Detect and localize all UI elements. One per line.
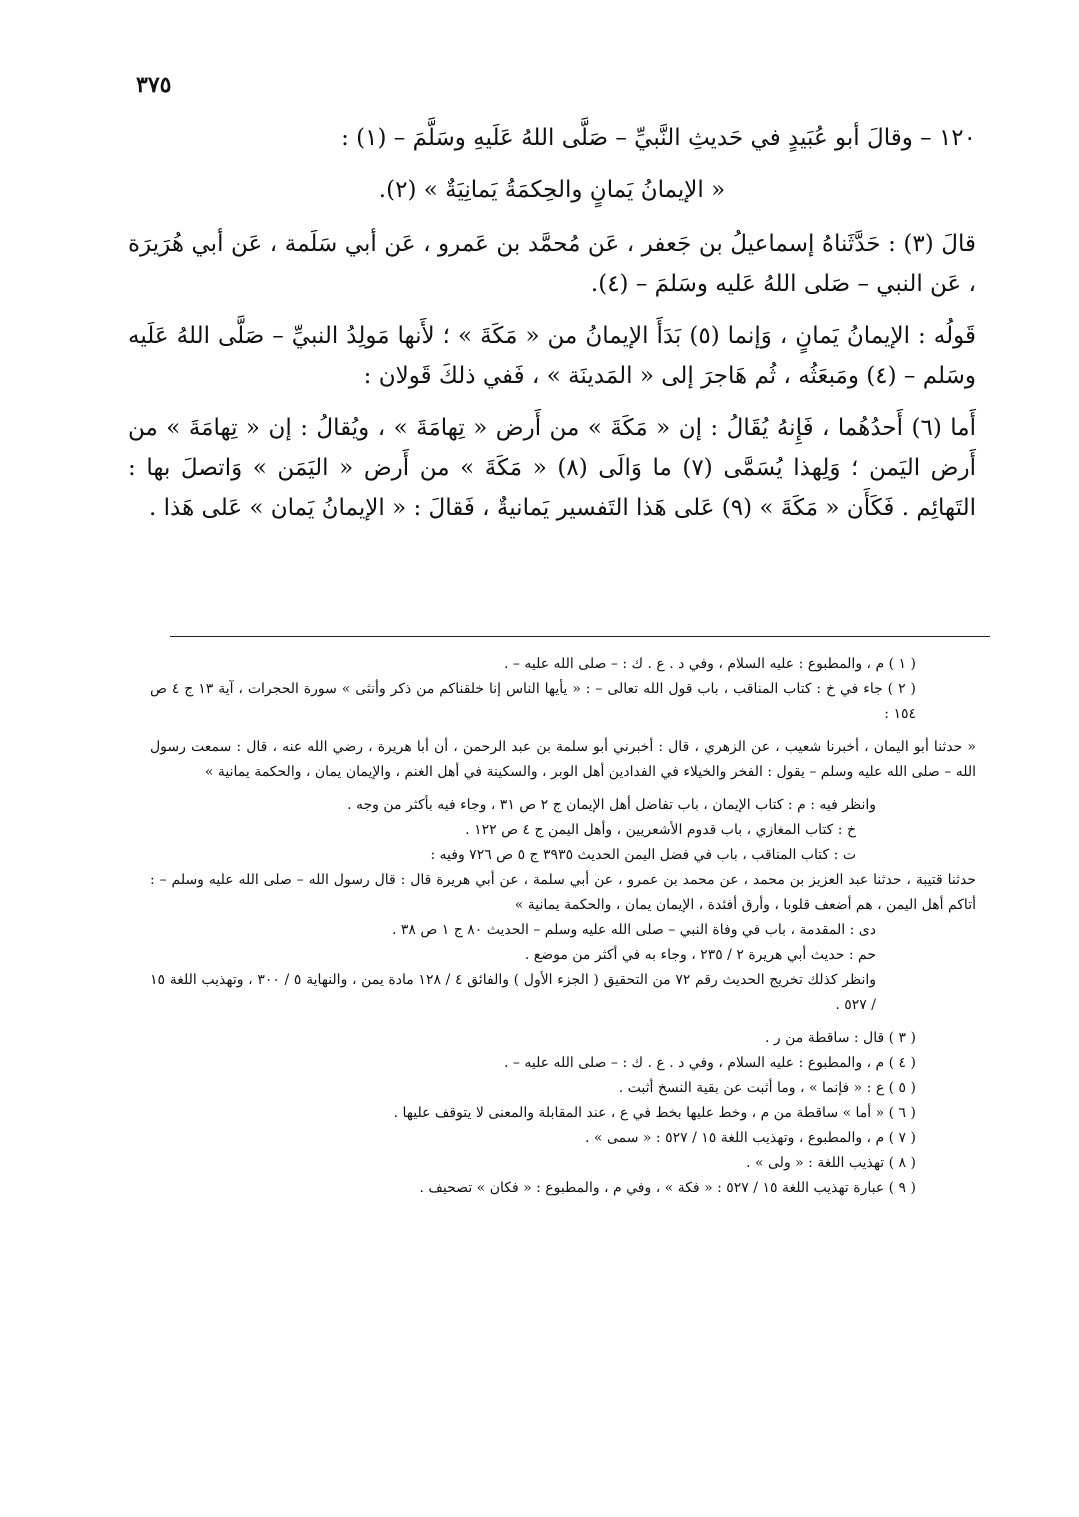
page-number: ٣٧٥	[136, 72, 172, 98]
commentary-paragraph-1: قَولُه : الإيمانُ يَمانٍ ، وَإنما (٥) بَدَأَ الإيمانُ من « مَكَةَ » ؛ لأَنها مَولِدُ النبيِّ – صَلَّى اللهُ عَلَيه وسَلم – (٤) ومَبعَثُه ، ثُم هَاجرَ إلى « المَدينَة » ، فَفي ذلكَ قَولان :	[128, 323, 976, 389]
footnote-2-see-tirmidhi: ت : كتاب المناقب ، باب في فضل اليمن الحديث ٣٩٣٥ ج ٥ ص ٧٢٦ وفيه :	[430, 847, 856, 863]
footnote-2-see-ahmad: حم : حديث أبي هريرة ٢ / ٢٣٥ ، وجاء به في أكثر من موضع .	[524, 947, 876, 963]
footnote-3: ( ٣ ) قال : ساقطة من ر .	[765, 1030, 916, 1046]
footnote-2: ( ٢ ) جاء في خ : كتاب المناقب ، باب قول الله تعالى – : « يأيها الناس إنا خلقناكم من ذكر وأنثى » سورة الحجرات ، آية ١٣ ج ٤ ص ١٥٤ :	[150, 681, 916, 722]
footnote-1: ( ١ ) م ، والمطبوع : عليه السلام ، وفي د . ع . ك : – صلى الله عليه – .	[503, 656, 916, 672]
footnote-2-see-takhrij: وانظر كذلك تخريج الحديث رقم ٧٢ من التحقيق ( الجزء الأول ) والفائق ٤ / ١٢٨ مادة يمن ، والنهاية ٥ / ٣٠٠ ، وتهذيب اللغة ١٥ / ٥٢٧ .	[150, 972, 876, 1013]
footnote-4: ( ٤ ) م ، والمطبوع : عليه السلام ، وفي د . ع . ك : – صلى الله عليه – .	[503, 1055, 916, 1071]
footnote-2-see-muslim: وانظر فيه : م : كتاب الإيمان ، باب تفاضل أهل الإيمان ج ٢ ص ٣١ ، وجاء فيه بأكثر من وجه .	[347, 797, 876, 813]
footnotes	[150, 652, 976, 1201]
hadith-heading: ١٢٠ – وقالَ أبو عُبَيدٍ في حَديثِ النَّبيِّ – صَلَّى اللهُ عَلَيهِ وسَلَّمَ – (١) :	[341, 125, 976, 151]
isnad-paragraph: قالَ (٣) : حَدَّثَناهُ إسماعيلُ بن جَعفر ، عَن مُحمَّد بن عَمرو ، عَن أبي سَلَمة ، عَن أبي هُرَيرَة ، عَن النبي – صَلى اللهُ عَليه وسَلمَ – (٤).	[128, 231, 976, 297]
footnote-divider	[170, 636, 990, 637]
footnote-2-quote: « حدثنا أبو اليمان ، أخبرنا شعيب ، عن الزهري ، قال : أخبرني أبو سلمة بن عبد الرحمن ، أن أبا هريرة ، رضي الله عنه ، قال : سمعت رسول الله – صلى الله عليه وسلم – يقول : الفخر والخيلاء في الفدادين أهل الوبر ، والسكينة في أهل الغنم ، والإيمان يمان ، والحكمة يمانية »	[150, 739, 976, 780]
footnote-7: ( ٧ ) م ، والمطبوع ، وتهذيب اللغة ١٥ / ٥٢٧ : « سمى » .	[585, 1130, 916, 1146]
footnote-5: ( ٥ ) ع : « فإنما » ، وما أثبت عن بقية النسخ أثبت .	[618, 1080, 916, 1096]
footnote-2-see-bukhari: خ : كتاب المغازي ، باب قدوم الأشعريين ، وأهل اليمن ج ٤ ص ١٢٢ .	[465, 822, 856, 838]
footnote-2-see-darimi: دى : المقدمة ، باب في وفاة النبي – صلى الله عليه وسلم – الحديث ٨٠ ج ١ ص ٣٨ .	[391, 922, 876, 938]
footnote-6: ( ٦ ) « أما » ساقطة من م ، وخط عليها بخط في ع ، عند المقابلة والمعنى لا يتوقف عليها .	[393, 1105, 916, 1121]
commentary-paragraph-2: أَما (٦) أَحدُهُما ، فَإِنهُ يُقَالُ : إن « مَكَةَ » من أَرض « تِهامَةَ » ، ويُقالُ : إن « تِهامَةَ » من أَرض اليَمن ؛ وَلِهذا يُسَمَّى (٧) ما وَالَى (٨) « مَكَةَ » من أَرض « اليَمَن » وَاتصلَ بها : التَهائِم . فَكَأَن « مَكَةَ » (٩) عَلى هَذا التَفسير يَمانيةٌ ، فَقالَ : « الإيمانُ يَمان » عَلى هَذا .	[128, 415, 976, 521]
footnote-9: ( ٩ ) عبارة تهذيب اللغة ١٥ / ٥٢٧ : « فكة » ، وفي م ، والمطبوع : « فكان » تصحيف .	[419, 1180, 916, 1196]
hadith-quote: « الإيمانُ يَمانٍ والحِكمَةُ يَمانِيَةٌ » (٢).	[378, 177, 726, 203]
footnote-2-quote-2: حدثنا قتيبة ، حدثنا عبد العزيز بن محمد ، عن محمد بن عمرو ، عن أبي سلمة ، عن أبي هريرة قال : قال رسول الله – صلى الله عليه وسلم – : أتاكم أهل اليمن ، هم أضعف قلوبا ، وأرق أفئدة ، الإيمان يمان ، والحكمة يمانية »	[150, 872, 976, 913]
main-text	[128, 118, 976, 540]
footnote-8: ( ٨ ) تهذيب اللغة : « ولى » .	[746, 1155, 916, 1171]
